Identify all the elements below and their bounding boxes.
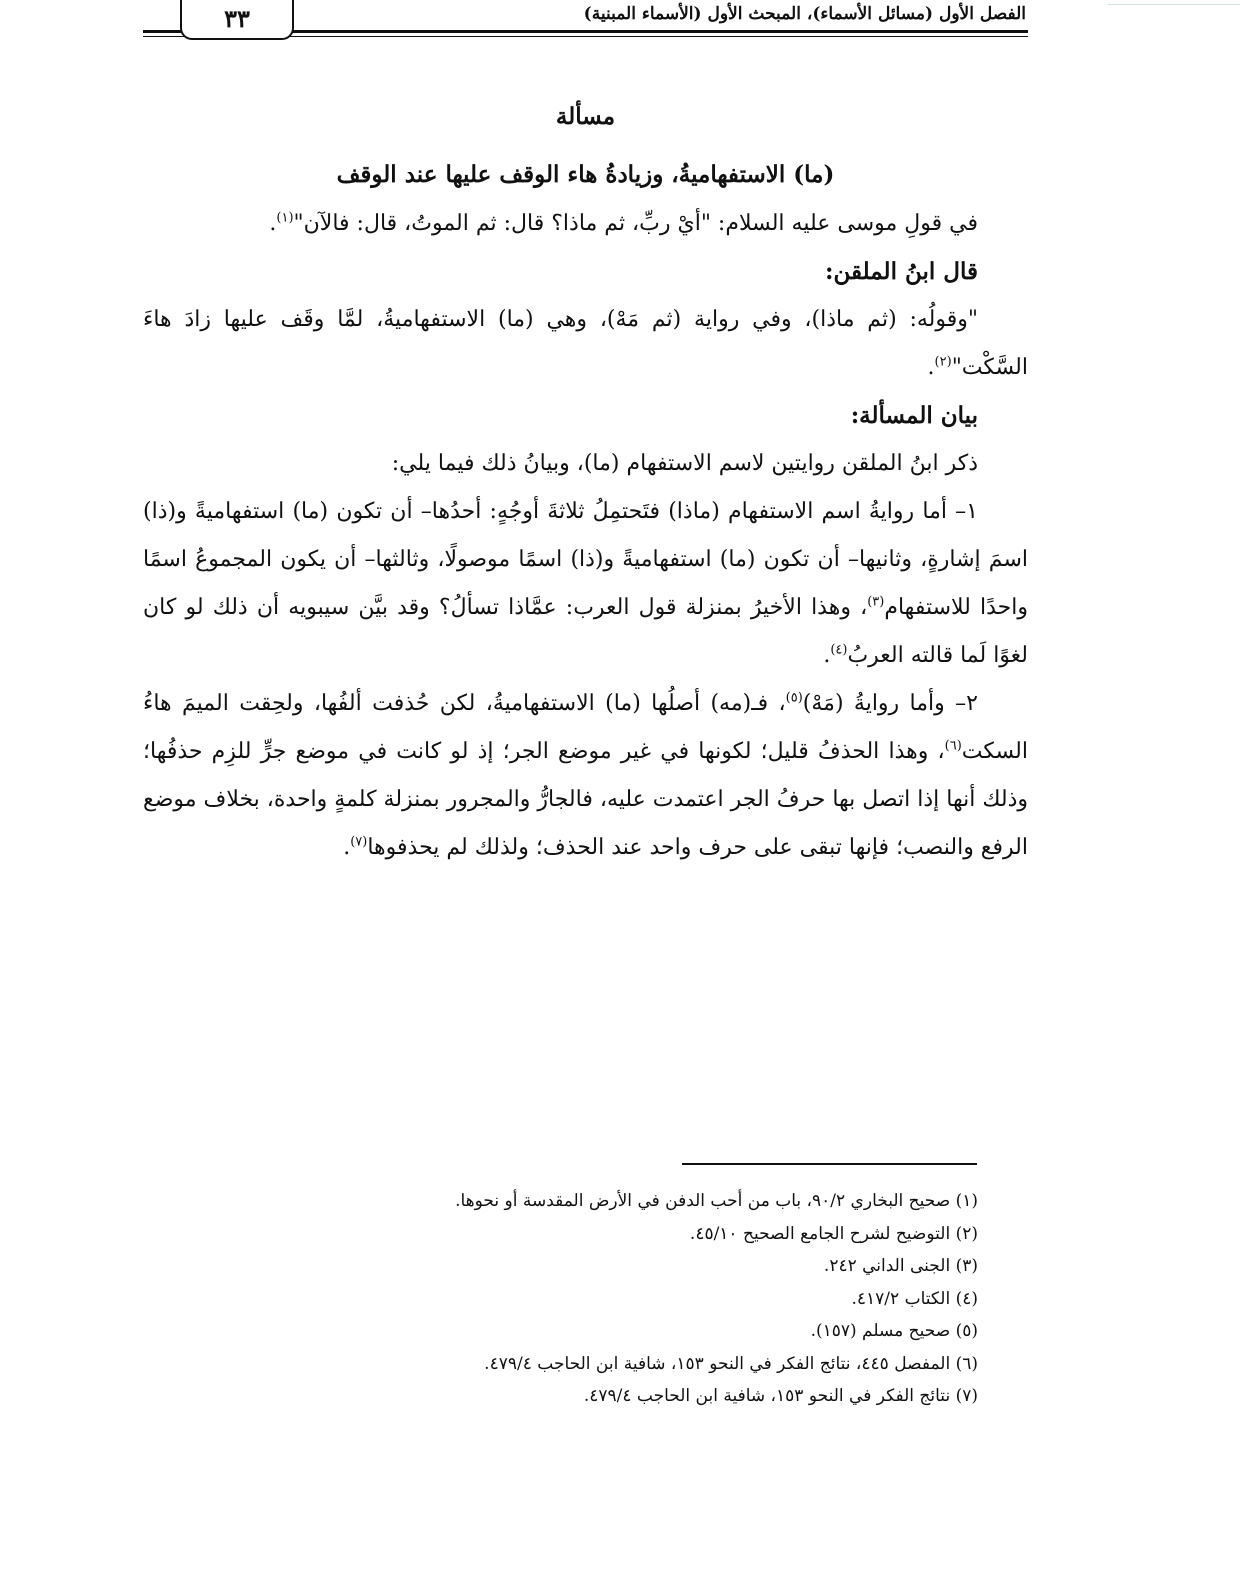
footnote-ref[interactable]: (٥) — [785, 690, 803, 706]
footnote-ref[interactable]: (٤) — [830, 642, 848, 658]
intro-paragraph: في قولِ موسى عليه السلام: "أيْ ربِّ، ثم ماذا؟ قال: ثم الموتُ، قال: فالآن"$^{(١)}$. — [269, 210, 978, 236]
footnote-item: (٦) المفصل ٤٤٥، نتائج الفكر في النحو ١٥٣، شافية ابن الحاجب ٤٧٩/٤. — [484, 1353, 978, 1374]
footnote-item: (١) صحيح البخاري ٩٠/٢، باب من أحب الدفن في الأرض المقدسة أو نحوها. — [455, 1191, 978, 1211]
quote-line-2: السَّكْت" — [951, 355, 1028, 380]
running-header-title: الفصل الأول (مسائل الأسماء)، المبحث الأول (الأسماء المبنية) — [583, 4, 1026, 24]
ibn-almulaqqin-heading: قال ابنُ الملقن: — [825, 258, 978, 285]
footnote-item: (٤) الكتاب ٤١٧/٢. — [851, 1288, 978, 1309]
footnote-ref[interactable]: (٧) — [350, 834, 368, 850]
footnote-ref[interactable]: (٣) — [867, 594, 885, 610]
footnote-ref[interactable]: (١) — [276, 210, 294, 226]
explanation-intro: ذكر ابنُ الملقن روايتين لاسم الاستفهام (ما)، وبيانُ ذلك فيما يلي: — [391, 451, 978, 476]
explanation-heading: بيان المسألة: — [850, 402, 978, 429]
footnote-ref[interactable]: (٢) — [934, 354, 952, 370]
footnote-item: (٧) نتائج الفكر في النحو ١٥٣، شافية ابن الحاجب ٤٧٩/٤. — [583, 1386, 978, 1406]
quote-line-1: "وقولُه: (ثم ماذا)، وفي رواية (ثم مَهْ)، وهي (ما) الاستفهاميةُ، لمَّا وقَف عليها زادَ هاءَ — [143, 307, 978, 332]
corner-mark — [1108, 4, 1240, 5]
main-text — [143, 98, 1028, 872]
footnote-item: (٢) التوضيح لشرح الجامع الصحيح ٤٥/١٠. — [689, 1223, 978, 1244]
section-heading: مسألة — [555, 103, 616, 130]
intro-text: في قولِ موسى عليه السلام: "أيْ ربِّ، ثم ماذا؟ قال: ثم الموتُ، قال: فالآن" — [293, 211, 978, 236]
footnote-ref[interactable]: (٦) — [944, 738, 962, 754]
footnotes-list — [300, 1185, 1028, 1413]
footnote-item: (٥) صحيح مسلم (١٥٧). — [810, 1321, 978, 1341]
quote-paragraph: "وقولُه: (ثم ماذا)، وفي رواية (ثم مَهْ)، وهي (ما) الاستفهاميةُ، لمَّا وقَف عليها زادَ هاءَ السَّكْت"$^{(٢)}$. — [143, 307, 1028, 380]
section-subheading: (ما) الاستفهاميةُ، وزيادةُ هاء الوقف عليها عند الوقف — [336, 161, 835, 188]
item-2-paragraph: ٢– وأما روايةُ (مَهْ)$^{(٥)}$، فـ(مه) أصلُها (ما) الاستفهاميةُ، لكن حُذفت ألفُها، ولحِقت الميمَ هاءُ السكت$^{(٦)}$، وهذا الحذفُ قليل؛ لكونها في غير موضع الجر؛ إذ لو كانت في موضع جرٍّ للزِم حذفُها؛ وذلك أنها إذا اتصل بها حرفُ الجر اعتمدت عليه، فالجارُّ والمجرور بمنزلة كلمةٍ واحدة، بخلاف موضع الرفع والنصب؛ فإنها تبقى على حرف واحد عند الحذف؛ ولذلك لم يحذفوها$^{(٧)}$. — [143, 690, 1028, 860]
footnote-item: (٣) الجنى الداني ٢٤٢. — [823, 1256, 978, 1276]
item-1-paragraph: ١– أما روايةُ اسم الاستفهام (ماذا) فتَحتمِلُ ثلاثةَ أوجُهٍ: أحدُها– أن تكون (ما) استفهاميةً و(ذا) اسمَ إشارةٍ، وثانيها– أن تكون (ما) استفهاميةً و(ذا) اسمًا موصولًا، وثالثها– أن يكون المجموعُ اسمًا واحدًا للاستفهام$^{(٣)}$، وهذا الأخيرُ بمنزلة قول العرب: عمَّاذا تسألُ؟ وقد بيَّن سيبويه أن ذلك لو كان لغوًا لَما قالته العربُ$^{(٤)}$. — [143, 499, 1028, 668]
footnote-separator — [682, 1163, 977, 1165]
page-number: ٣٣ — [180, 0, 294, 40]
